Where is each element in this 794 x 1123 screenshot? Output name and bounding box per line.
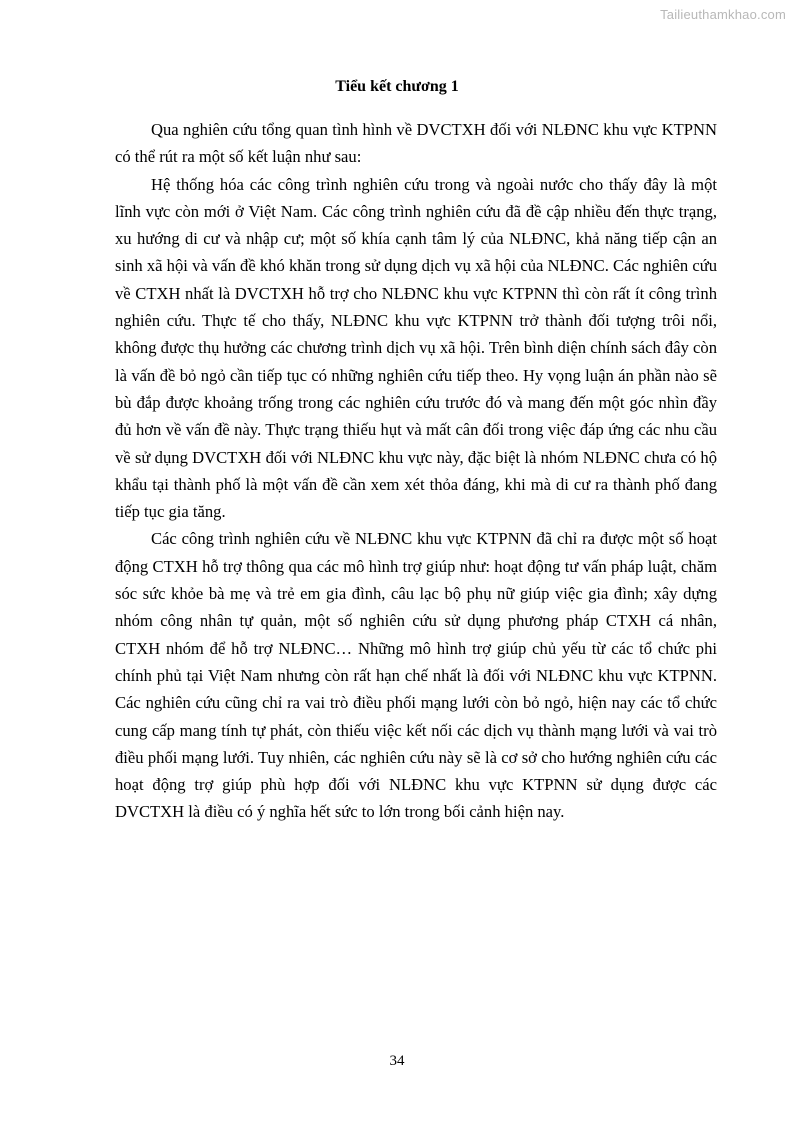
paragraph-support-models: Các công trình nghiên cứu về NLĐNC khu vực KTPNN đã chỉ ra được một số hoạt động CTXH hỗ trợ thông qua các mô hình trợ giúp như: hoạt động tư vấn pháp luật, chăm sóc sức khỏe bà mẹ và trẻ em gia đình, câu lạc bộ phụ nữ giúp việc gia đình; xây dựng nhóm công nhân tự quản, một số nghiên cứu sử dụng phương pháp CTXH cá nhân, CTXH nhóm để hỗ trợ NLĐNC… Những mô hình trợ giúp chủ yếu từ các tổ chức phi chính phủ tại Việt Nam nhưng còn rất hạn chế nhất là đối với NLĐNC khu vực KTPNN. Các nghiên cứu cũng chỉ ra vai trò điều phối mạng lưới còn bỏ ngỏ, hiện nay các tổ chức cung cấp mang tính tự phát, còn thiếu việc kết nối các dịch vụ thành mạng lưới và vai trò điều phối mạng lưới. Tuy nhiên, các nghiên cứu này sẽ là cơ sở cho hướng nghiên cứu các hoạt động trợ giúp phù hợp đối với NLĐNC khu vực KTPNN sử dụng được các DVCTXH là điều có ý nghĩa hết sức to lớn trong bối cảnh hiện nay. [115, 529, 717, 822]
body-text [115, 116, 717, 826]
watermark: Tailieuthamkhao.com [660, 7, 786, 22]
paragraph-systematization: Hệ thống hóa các công trình nghiên cứu trong và ngoài nước cho thấy đây là một lĩnh vực còn mới ở Việt Nam. Các công trình nghiên cứu đã đề cập nhiều đến thực trạng, xu hướng di cư và nhập cư; một số khía cạnh tâm lý của NLĐNC, khả năng tiếp cận an sinh xã hội và vấn đề khó khăn trong sử dụng dịch vụ xã hội của NLĐNC. Các nghiên cứu về CTXH nhất là DVCTXH hỗ trợ cho NLĐNC khu vực KTPNN thì còn rất ít công trình nghiên cứu. Thực tế cho thấy, NLĐNC khu vực KTPNN trở thành đối tượng trôi nổi, không được thụ hưởng các chương trình dịch vụ xã hội. Trên bình diện chính sách đây còn là vấn đề bỏ ngỏ cần tiếp tục có những nghiên cứu tiếp theo. Hy vọng luận án phần nào sẽ bù đắp được khoảng trống trong các nghiên cứu trước đó và mang đến một góc nhìn đầy đủ hơn về vấn đề này. Thực trạng thiếu hụt và mất cân đối trong việc đáp ứng các nhu cầu về sử dụng DVCTXH đối với NLĐNC khu vực này, đặc biệt là nhóm NLĐNC chưa có hộ khẩu tại thành phố là một vấn đề cần xem xét thỏa đáng, khi mà di cư ra thành phố đang tiếp tục gia tăng. [115, 174, 717, 522]
chapter-summary-heading: Tiểu kết chương 1 [335, 78, 459, 95]
paragraph-intro: Qua nghiên cứu tổng quan tình hình về DVCTXH đối với NLĐNC khu vực KTPNN có thể rút ra một số kết luận như sau: [115, 120, 717, 167]
page-number: 34 [389, 1053, 405, 1069]
